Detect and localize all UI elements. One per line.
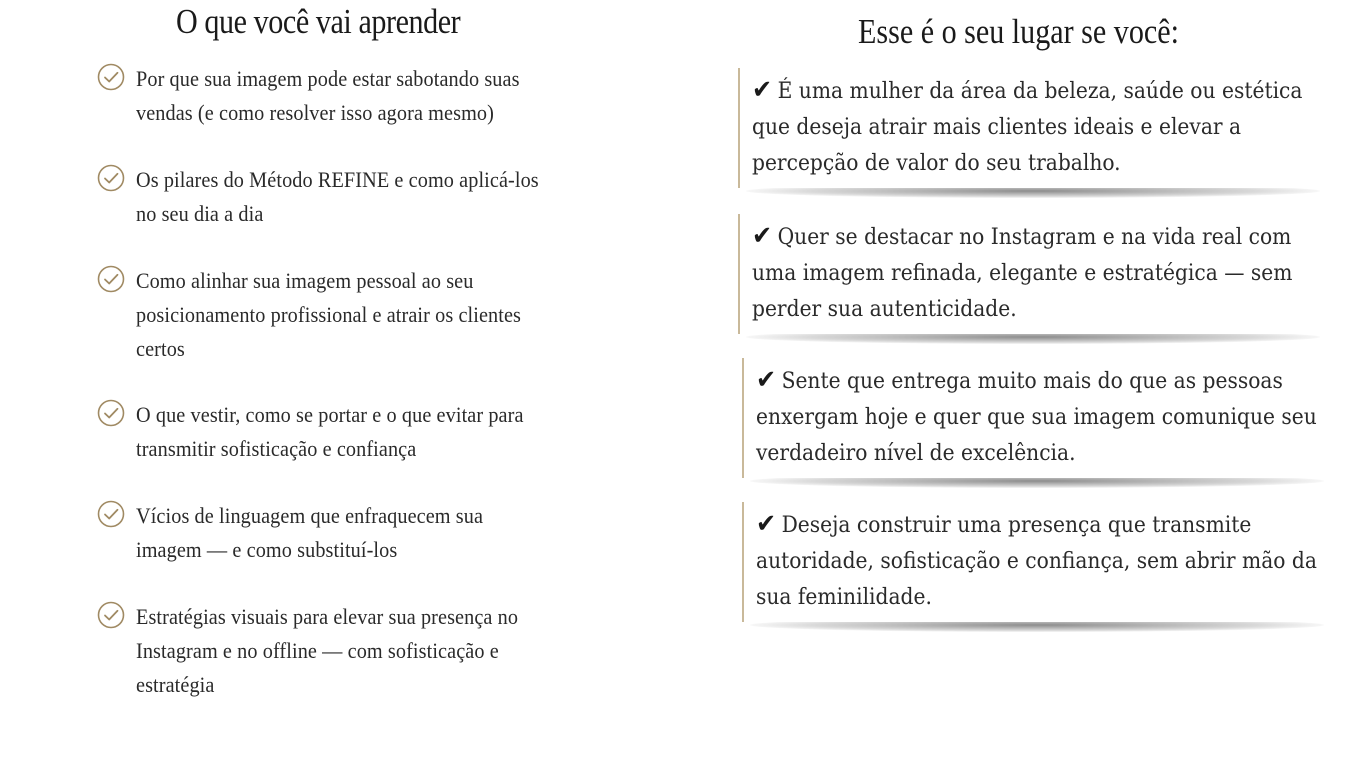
learn-title: O que você vai aprender bbox=[176, 2, 461, 41]
learn-item bbox=[96, 264, 596, 366]
audience-card-text: ✔ Sente que entrega muito mais do que as pessoas enxergam hoje e quer que sua imagem comunique seu verdadeiro nível de excelência. bbox=[756, 362, 1314, 472]
learn-item-text: Estratégias visuais para elevar sua presença no Instagram e no offline — com sofisticação e estratégia bbox=[136, 604, 519, 697]
check-circle-icon bbox=[96, 264, 126, 294]
learn-item bbox=[96, 499, 596, 567]
check-circle-icon bbox=[96, 398, 126, 428]
check-circle-icon bbox=[96, 499, 126, 529]
learn-item-text: Vícios de linguagem que enfraquecem sua imagem — e como substituí-los bbox=[136, 503, 484, 562]
audience-card-text: ✔ Deseja construir uma presença que transmite autoridade, sofisticação e confiança, sem abrir mão da sua feminilidade. bbox=[756, 506, 1314, 616]
learn-item-text: Os pilares do Método REFINE e como aplicá-los no seu dia a dia bbox=[136, 167, 539, 226]
learn-item-text: Por que sua imagem pode estar sabotando suas vendas (e como resolver isso agora mesmo) bbox=[136, 66, 520, 125]
audience-card bbox=[742, 358, 1324, 478]
checkmark-icon: ✔ bbox=[752, 221, 773, 251]
audience-card-text: ✔ É uma mulher da área da beleza, saúde ou estética que deseja atrair mais clientes ideais e elevar a percepção de valor do seu trabalho. bbox=[752, 72, 1310, 182]
checkmark-icon: ✔ bbox=[756, 365, 777, 395]
audience-title: Esse é o seu lugar se você: bbox=[858, 12, 1179, 51]
learn-item bbox=[96, 62, 596, 130]
learn-item bbox=[96, 600, 596, 702]
learn-item bbox=[96, 398, 596, 466]
learn-item-text: Como alinhar sua imagem pessoal ao seu posicionamento profissional e atrair os clientes certos bbox=[136, 268, 522, 361]
check-circle-icon bbox=[96, 62, 126, 92]
audience-card bbox=[742, 502, 1324, 622]
checkmark-icon: ✔ bbox=[752, 75, 773, 105]
check-circle-icon bbox=[96, 163, 126, 193]
learn-item-text: O que vestir, como se portar e o que evitar para transmitir sofisticação e confiança bbox=[136, 402, 524, 461]
learn-item bbox=[96, 163, 596, 231]
check-circle-icon bbox=[96, 600, 126, 630]
checkmark-icon: ✔ bbox=[756, 509, 777, 539]
audience-card bbox=[738, 68, 1320, 188]
audience-card bbox=[738, 214, 1320, 334]
audience-card-text: ✔ Quer se destacar no Instagram e na vida real com uma imagem refinada, elegante e estratégica — sem perder sua autenticidade. bbox=[752, 218, 1310, 328]
